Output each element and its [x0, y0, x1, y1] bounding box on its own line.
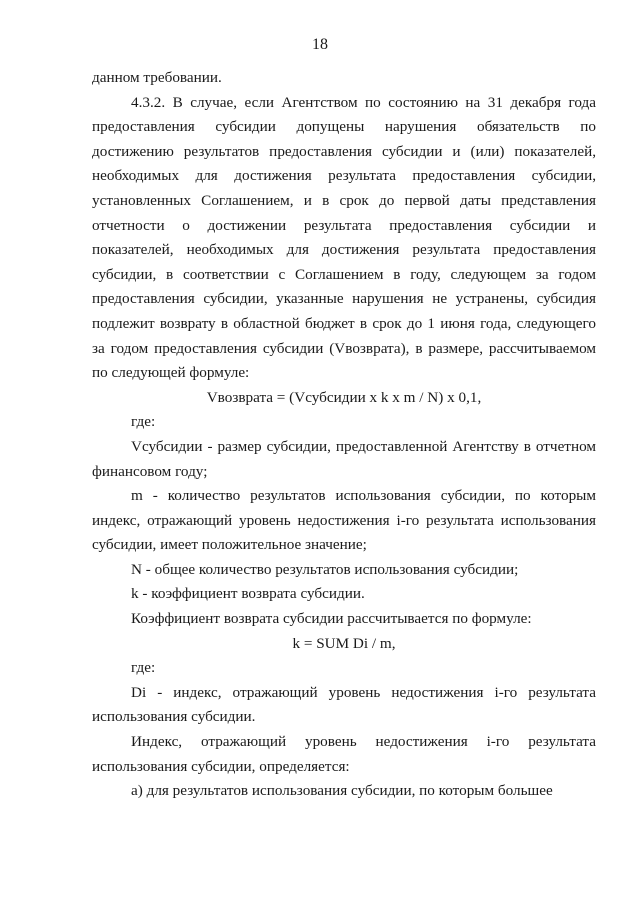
paragraph-4-3-2: 4.3.2. В случае, если Агентством по состоянию на 31 декабря года предоставления субсидии допущены нарушения обязательств по достижению результатов предоставления субсидии и (или) показателей, необходимых для достижения результата предоставления субсидии, установленных Соглашением, и в срок до первой даты представления отчетности о достижении результата предоставления субсидии и показателей, необходимых для достижения результата предоставления субсидии, в соответствии с Соглашением в году, следующем за годом предоставления субсидии, указанные нарушения не устранены, субсидия подлежит возврату в областной бюджет в срок до 1 июня года, следующего за годом предоставления субсидии (Vвозврата), в размере, рассчитываемом по следующей формуле: — [92, 93, 596, 382]
formula-v-return: Vвозврата = (Vсубсидии x k x m / N) x 0,1, — [206, 388, 482, 406]
definition-n: N - общее количество результатов использования субсидии; — [131, 560, 519, 578]
definition-k: k - коэффициент возврата субсидии. — [131, 585, 365, 603]
paragraph-where-2: где: — [131, 659, 156, 677]
definition-v-subsidy: Vсубсидии - размер субсидии, предоставленной Агентству в отчетном финансовом году; — [92, 437, 596, 480]
formula-k: k = SUM Di / m, — [292, 634, 396, 652]
paragraph-coefficient: Коэффициент возврата субсидии рассчитывается по формуле: — [131, 610, 532, 628]
definition-di: Di - индекс, отражающий уровень недостижения i-го результата использования субсидии. — [92, 683, 596, 726]
page-number: 18 — [312, 36, 328, 53]
paragraph-continuation: данном требовании. — [92, 69, 222, 86]
paragraph-item-a: а) для результатов использования субсидии, по которым большее — [131, 782, 553, 800]
document-body — [92, 66, 596, 804]
paragraph-index-determined: Индекс, отражающий уровень недостижения i-го результата использования субсидии, определяется: — [92, 733, 596, 775]
paragraph-where-1: где: — [131, 413, 156, 431]
definition-m: m - количество результатов использования субсидии, по которым индекс, отражающий уровень недостижения i-го результата использования субсидии, имеет положительное значение; — [92, 487, 596, 554]
